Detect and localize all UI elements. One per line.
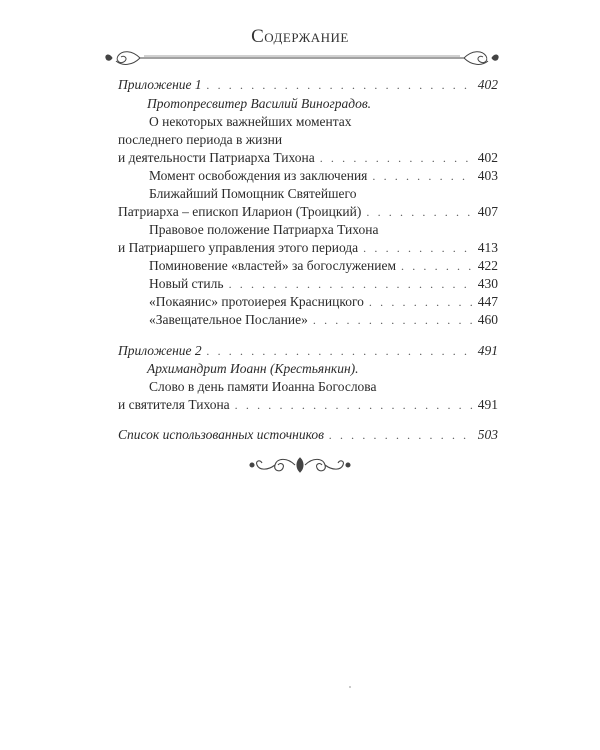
toc-entry-sermon[interactable]: и святителя Тихона . . . 491 — [118, 396, 498, 413]
toc-entry-bishop-hilarion[interactable]: Патриарха – епископ Иларион (Троицкий) . . . 407 — [118, 203, 498, 220]
toc-entry-line: Ближайший Помощник Святейшего — [149, 186, 357, 201]
page-title: Содержание — [251, 26, 349, 47]
toc-entry-new-style[interactable]: Новый стиль . . . 430 — [149, 275, 498, 292]
dot-leader — [207, 343, 473, 360]
toc-entry-patriarch-tikhon-activity[interactable]: и деятельности Патриарха Тихона . . . 402 — [118, 149, 498, 166]
toc-entry-appendix-2[interactable]: Приложение 2 . . . 491 — [118, 342, 498, 359]
header-ornament-icon — [104, 47, 500, 69]
toc-entry-line: последнего периода в жизни — [118, 132, 283, 147]
toc-entry-appendix-1[interactable]: Приложение 1 . . . 402 — [118, 76, 498, 93]
dot-leader — [313, 312, 473, 329]
toc-entry-testament-epistle[interactable]: «Завещательное Послание» . . . 460 — [149, 311, 498, 328]
dot-leader — [372, 168, 472, 185]
toc-entry-legal-status[interactable]: и Патриаршего управления этого периода . . . 413 — [118, 239, 498, 256]
bottom-ornament-icon — [247, 455, 353, 475]
dot-leader — [369, 294, 473, 311]
toc-author-line: Протопресвитер Василий Виноградов. — [147, 96, 372, 111]
dot-leader — [229, 276, 473, 293]
toc-entry-line: Слово в день памяти Иоанна Богослова — [149, 379, 377, 394]
dot-leader — [207, 77, 473, 94]
dot-leader — [401, 258, 473, 275]
toc-author-line: Архимандрит Иоанн (Крестьянкин). — [147, 361, 359, 376]
dot-leader — [366, 204, 472, 221]
dot-leader — [329, 427, 473, 444]
dot-leader — [363, 240, 473, 257]
toc-entry-repentance[interactable]: «Покаянис» протоиерея Красницкого . . . 447 — [149, 293, 498, 310]
paper-speck — [349, 686, 351, 688]
toc-entry-sources[interactable]: Список использованных источников . . . 503 — [118, 426, 498, 443]
dot-leader — [235, 397, 473, 414]
toc-entry-line: О некоторых важнейших моментах — [149, 114, 352, 129]
dot-leader — [320, 150, 473, 167]
toc-entry-line: Правовое положение Патриарха Тихона — [149, 222, 379, 237]
toc-entry-commemoration[interactable]: Поминовение «властей» за богослужением . . . 422 — [149, 257, 498, 274]
toc-entry-release[interactable]: Момент освобождения из заключения . . . 403 — [149, 167, 498, 184]
